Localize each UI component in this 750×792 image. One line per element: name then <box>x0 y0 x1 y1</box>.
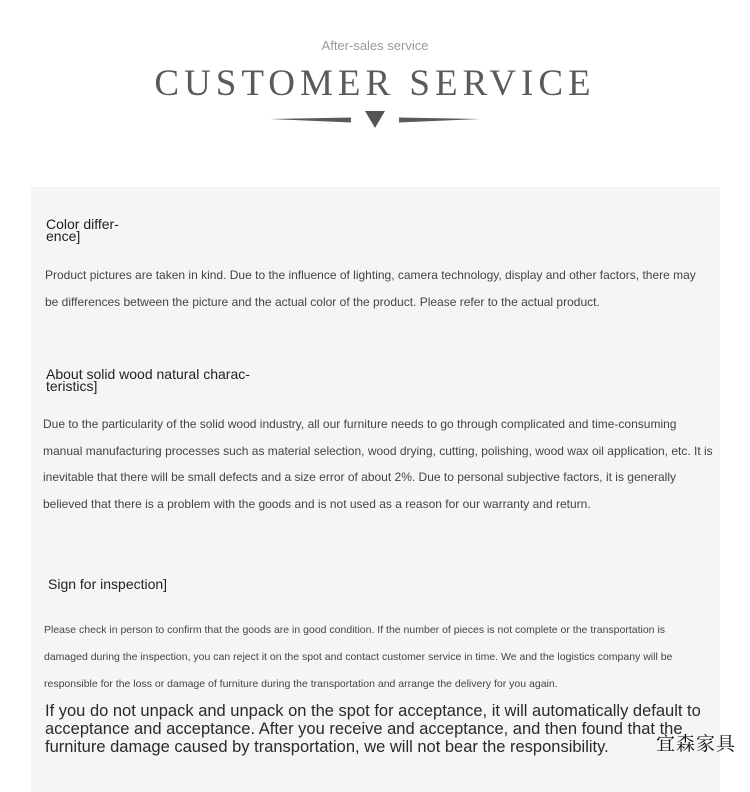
right-tapered-line <box>399 118 480 123</box>
section-heading-sign-inspection: Sign for inspection] <box>48 576 168 592</box>
title-ornament-divider <box>265 108 485 132</box>
acceptance-notice: If you do not unpack and unpack on the spot for acceptance, it will automatically default to acceptance and acceptance. After you receive and acceptance, and then found that the furniture damage caused by transportation, we will not bear the responsibility. <box>45 702 701 756</box>
header-subtitle: After-sales service <box>321 38 429 53</box>
section-heading-solid-wood: About solid wood natural charac- teristics] <box>46 366 250 394</box>
section-body-color-difference: Product pictures are taken in kind. Due to the influence of lighting, camera technology, display and other factors, there may be differences between the picture and the actual color of the product. Please refer to the actual product. <box>45 268 696 309</box>
section-body-solid-wood: Due to the particularity of the solid wood industry, all our furniture needs to go through complicated and time-consuming manual manufacturing processes such as material selection, wood drying, cutting, polishing, wood wax oil application, etc. It is inevitable that there will be small defects and a size error of about 2%. Due to personal subjective factors, it is generally believed that there is a problem with the goods and is not used as a reason for our warranty and return. <box>43 417 713 511</box>
brand-watermark: 宜森家具 <box>655 734 736 755</box>
down-triangle-icon <box>365 111 385 128</box>
section-body-sign-inspection: Please check in person to confirm that the goods are in good condition. If the number of pieces is not complete or the transportation is damaged during the inspection, you can reject it on the spot and contact customer service in time. We and the logistics company will be responsible for the loss or damage of furniture during the transportation and arrange the delivery for you again. <box>44 624 673 690</box>
left-tapered-line <box>270 118 351 123</box>
page-title: CUSTOMER SERVICE <box>154 63 596 104</box>
section-heading-color-difference: Color differ- ence] <box>46 216 119 244</box>
